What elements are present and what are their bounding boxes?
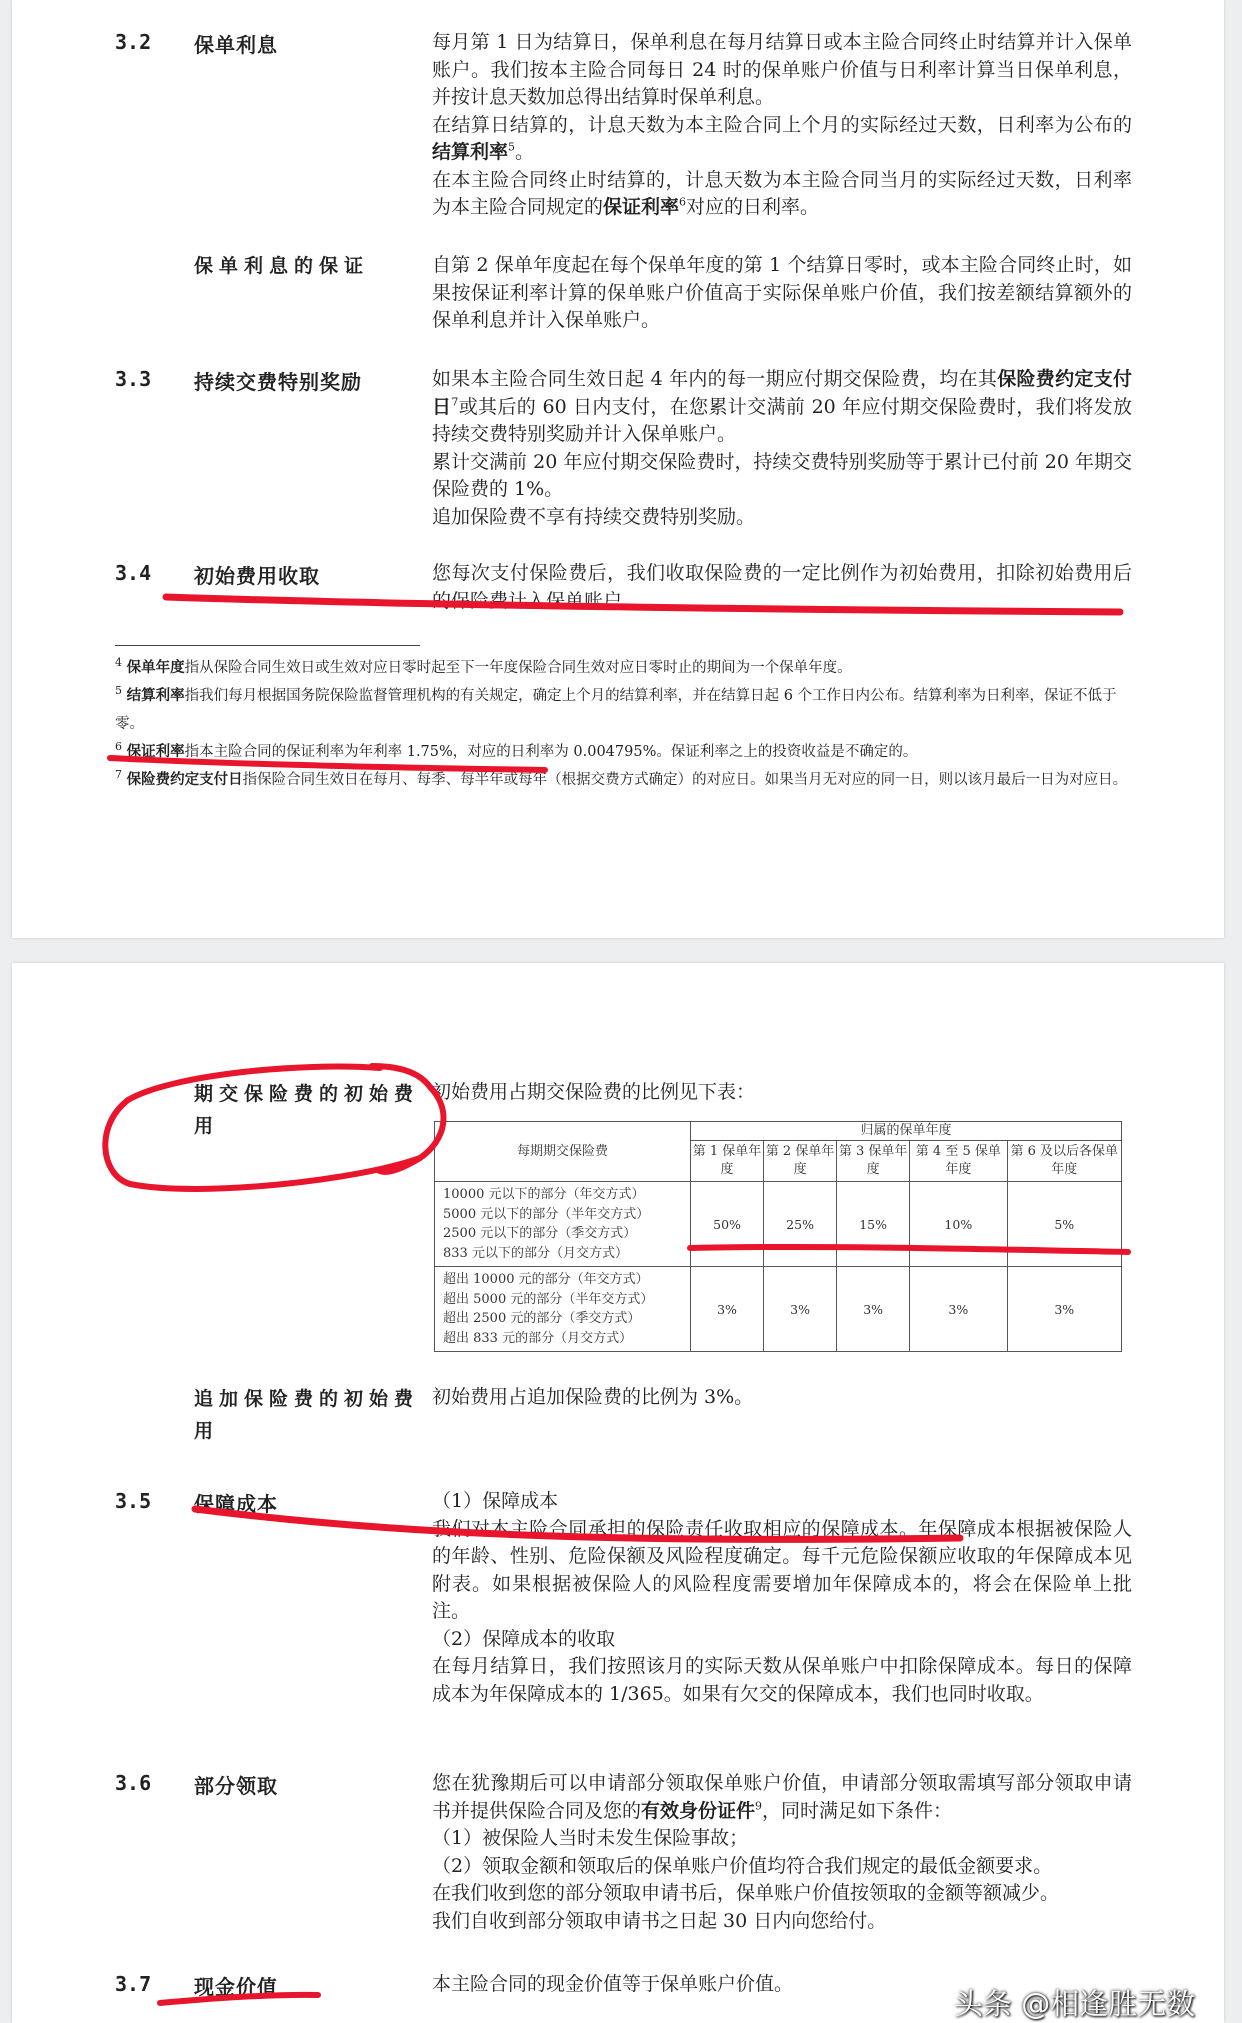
section-title: 保单利息: [194, 33, 278, 57]
paragraph: 我们自收到部分领取申请书之日起 30 日内向您给付。: [432, 1909, 887, 1932]
section-title: 持续交费特别奖励: [194, 370, 362, 394]
section-body: [432, 366, 1132, 531]
paragraph: 在我们收到您的部分领取申请书后，保单账户价值按领取的金额等额减少。: [432, 1882, 1060, 1904]
table-cell: 10000 元以下的部分（年交方式） 5000 元以下的部分（半年交方式） 2500 元以下的部分（季交方式） 833 元以下的部分（月交方式）: [435, 1182, 691, 1267]
footnote: $^6$ 保证利率指本主险合同的保证利率为年利率 1.75%，对应的日利率为 0.004795%。保证利率之上的投资收益是不确定的。: [115, 740, 918, 760]
footnotes: [115, 654, 1135, 794]
section-body: [432, 1770, 1132, 1935]
table-intro: 初始费用占期交保险费的比例见下表：: [432, 1081, 756, 1103]
subsection-title: 期交保险费的初始费用: [194, 1083, 420, 1137]
footnote: $^5$ 结算利率指我们每月根据国务院保险监督管理机构的有关规定，确定上个月的结算利率，并在结算日起 6 个工作日内公布。结算利率为日利率，保证不低于零。: [115, 684, 1117, 732]
section-number: 3.2: [115, 30, 152, 54]
section-body: 自第 2 保单年度起在每个保单年度的第 1 个结算日零时，或本主险合同终止时，如果按保证利率计算的保单账户价值高于实际保单账户价值，我们按差额结算额外的保单利息并计入保单账户。: [432, 254, 1132, 331]
section-body: 本主险合同的现金价值等于保单账户价值。: [432, 1973, 794, 1995]
table-row: [435, 1267, 1122, 1352]
table-cell: 50%: [691, 1182, 764, 1267]
paragraph-heading: （2）保障成本的收取: [432, 1627, 616, 1650]
watermark: 头条 @相逢胜无数: [954, 1987, 1196, 2021]
footnote: $^4$ 保单年度指从保险合同生效日或生效对应日零时起至下一年度保险合同生效对应日零时止的期间为一个保单年度。: [115, 656, 852, 676]
paragraph: 我们对本主险合同承担的保险责任收取相应的保障成本。年保障成本根据被保险人的年龄、性别、危险保额及风险程度确定。每千元危险保额应收取的年保障成本见附表。如果根据被保险人的风险程度需要增加年保障成本的，将会在保险单上批注。: [432, 1517, 1132, 1622]
table-cell: 25%: [764, 1182, 837, 1267]
paragraph: 追加保险费不享有持续交费特别奖励。: [432, 505, 756, 528]
document-page-1: [12, 0, 1224, 938]
initial-fee-table: [434, 1121, 1122, 1352]
subsection-title: 追加保险费的初始费用: [194, 1388, 420, 1442]
footnote-divider: [115, 645, 420, 646]
section-title: 部分领取: [194, 1774, 278, 1798]
paragraph: 每月第 1 日为结算日，保单利息在每月结算日或本主险合同终止时结算并计入保单账户。我们按本主险合同每日 24 时的保单账户价值与日利率计算当日保单利息，并按计息天数加总得出结算时保单利息。: [432, 31, 1132, 108]
paragraph: 在每月结算日，我们按照该月的实际天数从保单账户中扣除保障成本。每日的保障成本为年保障成本的 1/365。如果有欠交的保障成本，我们也同时收取。: [432, 1655, 1132, 1705]
paragraph: 累计交满前 20 年应付期交保险费时，持续交费特别奖励等于累计已付前 20 年期交保险费的 1%。: [432, 450, 1132, 500]
section-title: 保障成本: [194, 1492, 278, 1516]
paragraph: 如果本主险合同生效日起 4 年内的每一期应付期交保险费，均在其保险费约定支付日$^7$或其后的 60 日内支付，在您累计交满前 20 年应付期交保险费时，我们将发放持续交费特别奖励并计入保单账户。: [432, 368, 1132, 445]
paragraph: 您在犹豫期后可以申请部分领取保单账户价值，申请部分领取需填写部分领取申请书并提供保险合同及您的有效身份证件$^9$，同时满足如下条件：: [432, 1772, 1132, 1822]
term: 结算利率: [432, 141, 509, 163]
table-cell: 3%: [691, 1267, 764, 1352]
section-number: 3.3: [115, 367, 152, 391]
table-header: 第 6 及以后各保单年度: [1007, 1141, 1122, 1182]
section-body: [432, 1488, 1132, 1708]
section-body: 初始费用占追加保险费的比例为 3%。: [432, 1386, 754, 1408]
paragraph: （2）领取金额和领取后的保单账户价值均符合我们规定的最低金额要求。: [432, 1854, 1053, 1877]
table-cell: 15%: [837, 1182, 910, 1267]
section-number: 3.5: [115, 1489, 152, 1513]
table-cell: 3%: [1007, 1267, 1122, 1352]
table-cell: 10%: [910, 1182, 1007, 1267]
section-title: 现金价值: [194, 1975, 278, 1999]
table-header: 归属的保单年度: [691, 1122, 1122, 1141]
section-number: 3.6: [115, 1771, 152, 1795]
subsection-title: 保单利息的保证: [194, 255, 370, 277]
table-cell: 5%: [1007, 1182, 1122, 1267]
paragraph-heading: （1）保障成本: [432, 1490, 559, 1512]
table-cell: 3%: [764, 1267, 837, 1352]
paragraph: 在本主险合同终止时结算的，计息天数为本主险合同当月的实际经过天数，日利率为本主险合同规定的保证利率$^6$对应的日利率。: [432, 168, 1132, 218]
section-body: [432, 29, 1132, 222]
section-body: 您每次支付保险费后，我们收取保险费的一定比例作为初始费用，扣除初始费用后的保险费计入保单账户。: [432, 562, 1132, 612]
term: 保证利率: [603, 196, 680, 218]
table-header: 第 1 保单年度: [691, 1141, 764, 1182]
table-header: 第 3 保单年度: [837, 1141, 910, 1182]
paragraph: （1）被保险人当时未发生保险事故；: [432, 1827, 749, 1849]
term: 有效身份证件: [641, 1799, 756, 1822]
table-cell: 超出 10000 元的部分（年交方式） 超出 5000 元的部分（半年交方式） 超出 2500 元的部分（季交方式） 超出 833 元的部分（月交方式）: [435, 1267, 691, 1352]
table-cell: 3%: [910, 1267, 1007, 1352]
table-cell: 3%: [837, 1267, 910, 1352]
term: 保险费约定支付日: [432, 368, 1132, 418]
document-page-2: [12, 963, 1224, 2023]
table-header: 第 2 保单年度: [764, 1141, 837, 1182]
footnote: $^7$ 保险费约定支付日指保险合同生效日在每月、每季、每半年或每年（根据交费方式确定）的对应日。如果当月无对应的同一日，则以该月最后一日为对应日。: [115, 768, 1128, 788]
table-header: 第 4 至 5 保单年度: [910, 1141, 1007, 1182]
section-title: 初始费用收取: [194, 564, 320, 588]
paragraph: 在结算日结算的，计息天数为本主险合同上个月的实际经过天数，日利率为公布的结算利率$^5$。: [432, 113, 1132, 163]
table-row: [435, 1182, 1122, 1267]
section-number: 3.7: [115, 1972, 152, 1996]
section-number: 3.4: [115, 561, 152, 585]
table-header: 每期期交保险费: [435, 1122, 691, 1182]
